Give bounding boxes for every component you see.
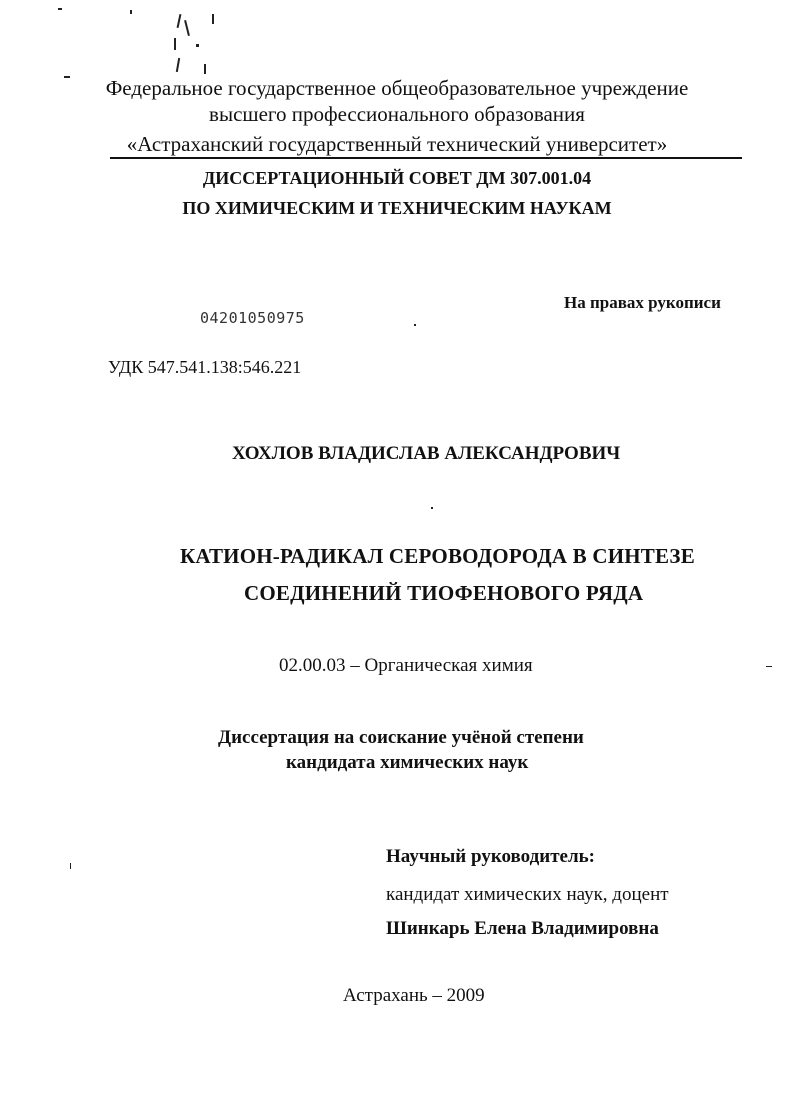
thesis-title-line-2: СОЕДИНЕНИЙ ТИОФЕНОВОГО РЯДА bbox=[244, 581, 644, 605]
council-line-1: ДИССЕРТАЦИОННЫЙ СОВЕТ ДМ 307.001.04 bbox=[202, 168, 592, 188]
supervisor-heading: Научный руководитель: bbox=[386, 846, 595, 867]
scan-mark bbox=[174, 38, 176, 50]
city-year: Астрахань – 2009 bbox=[343, 985, 485, 1006]
scan-mark bbox=[196, 44, 199, 47]
scan-mark bbox=[212, 14, 214, 24]
supervisor-name: Шинкарь Елена Владимировна bbox=[386, 918, 659, 939]
author-name: ХОХЛОВ ВЛАДИСЛАВ АЛЕКСАНДРОВИЧ bbox=[232, 443, 621, 464]
degree-line-1: Диссертация на соискание учёной степени bbox=[218, 727, 584, 748]
scan-mark bbox=[414, 324, 416, 326]
degree-line-2: кандидата химических наук bbox=[286, 752, 529, 773]
rights-note: На правах рукописи bbox=[564, 293, 721, 312]
supervisor-rank: кандидат химических наук, доцент bbox=[386, 884, 669, 905]
thesis-title-line-1: КАТИОН-РАДИКАЛ СЕРОВОДОРОДА В СИНТЕЗЕ bbox=[180, 544, 695, 568]
institution-line-3: «Астраханский государственный технический университет» bbox=[126, 132, 668, 156]
scan-mark bbox=[431, 507, 433, 509]
specialty: 02.00.03 – Органическая химия bbox=[279, 655, 533, 676]
institution-line-2: высшего профессионального образования bbox=[209, 102, 585, 126]
scan-mark bbox=[58, 8, 62, 10]
scan-mark bbox=[177, 14, 182, 28]
scan-mark bbox=[184, 20, 190, 36]
scan-mark bbox=[176, 58, 180, 72]
stamp-number: 04201050975 bbox=[200, 309, 305, 327]
scan-mark bbox=[766, 666, 772, 667]
udk-code: УДК 547.541.138:546.221 bbox=[108, 357, 302, 377]
scan-mark bbox=[204, 64, 206, 74]
header-divider bbox=[110, 157, 742, 159]
scan-mark bbox=[130, 10, 132, 14]
scan-mark bbox=[70, 863, 71, 869]
council-line-2: ПО ХИМИЧЕСКИМ И ТЕХНИЧЕСКИМ НАУКАМ bbox=[182, 198, 612, 218]
institution-line-1: Федеральное государственное общеобразовательное учреждение bbox=[105, 76, 689, 100]
